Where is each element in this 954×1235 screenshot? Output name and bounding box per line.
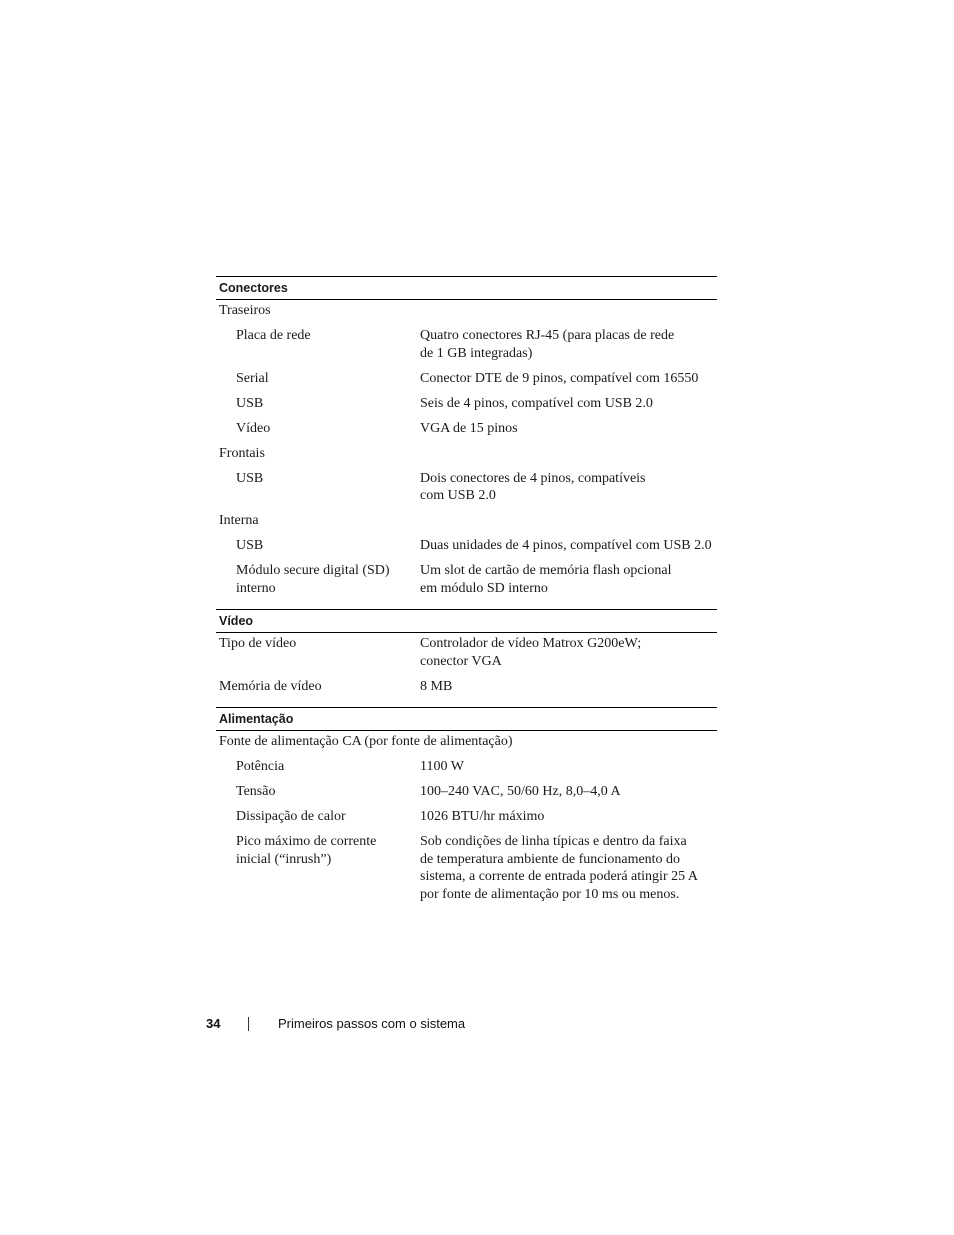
spec-label: Vídeo <box>236 420 271 436</box>
spec-value: Controlador de vídeo Matrox G200eW; conector VGA <box>420 636 642 669</box>
spec-value: 1026 BTU/hr máximo <box>420 809 545 824</box>
spec-row <box>216 783 717 801</box>
spec-value <box>420 445 717 463</box>
footer-title: Primeiros passos com o sistema <box>278 1016 466 1031</box>
spec-row <box>216 445 717 463</box>
spec-row <box>216 512 717 530</box>
spec-row <box>216 808 717 826</box>
spec-label: Placa de rede <box>236 328 311 343</box>
spec-label: USB <box>236 538 264 553</box>
spec-value: 8 MB <box>420 678 453 694</box>
spec-label: Interna <box>219 513 259 528</box>
spec-row <box>216 833 717 903</box>
spec-label: USB <box>236 395 264 411</box>
spec-row <box>216 635 717 670</box>
spec-row <box>216 395 717 413</box>
spec-label: Fonte de alimentação CA (por fonte de alimentação) <box>219 734 513 749</box>
spec-label: Tensão <box>236 784 276 799</box>
spec-label: Pico máximo de corrente inicial (“inrush”) <box>236 834 377 867</box>
spec-row <box>216 420 717 438</box>
spec-value: VGA de 15 pinos <box>420 420 518 436</box>
page-number: 34 <box>206 1016 221 1031</box>
spec-value: Duas unidades de 4 pinos, compatível com USB 2.0 <box>420 538 712 553</box>
spec-label: Potência <box>236 759 285 774</box>
spec-row <box>216 678 717 696</box>
spec-value <box>420 302 717 320</box>
spec-table <box>216 276 717 915</box>
spec-value: Sob condições de linha típicas e dentro da faixa de temperatura ambiente de funcionamento do sistema, a corrente de entrada poderá atingir 25 A por fonte de alimentação por 10 ms ou menos. <box>420 834 698 902</box>
spec-label: Memória de vídeo <box>219 678 322 694</box>
section-body <box>216 635 717 707</box>
section-heading: Alimentação <box>216 707 717 731</box>
spec-label: Tipo de vídeo <box>219 636 297 651</box>
spec-row <box>216 370 717 388</box>
spec-value: Quatro conectores RJ-45 (para placas de rede de 1 GB integradas) <box>420 328 675 361</box>
spec-value: Dois conectores de 4 pinos, compatíveis com USB 2.0 <box>420 470 646 503</box>
spec-value: 1100 W <box>420 759 464 774</box>
spec-value: 100–240 VAC, 50/60 Hz, 8,0–4,0 A <box>420 784 621 799</box>
spec-row <box>216 758 717 776</box>
footer-separator <box>248 1017 249 1031</box>
spec-label: Frontais <box>219 445 265 461</box>
spec-value: Conector DTE de 9 pinos, compatível com 16550 <box>420 370 699 386</box>
spec-row <box>216 562 717 597</box>
spec-row <box>216 537 717 555</box>
spec-label: USB <box>236 470 264 486</box>
section-heading: Vídeo <box>216 609 717 633</box>
spec-row <box>216 470 717 505</box>
spec-value: Seis de 4 pinos, compatível com USB 2.0 <box>420 395 653 411</box>
section-heading: Conectores <box>216 276 717 300</box>
spec-label: Módulo secure digital (SD) interno <box>236 563 390 596</box>
spec-value: Um slot de cartão de memória flash opcional em módulo SD interno <box>420 563 672 596</box>
spec-label: Dissipação de calor <box>236 809 346 824</box>
spec-row <box>216 327 717 362</box>
spec-row <box>216 733 717 751</box>
section-body <box>216 733 717 915</box>
spec-label: Traseiros <box>219 303 271 318</box>
spec-label: Serial <box>236 370 269 386</box>
spec-value <box>420 512 717 530</box>
section-body <box>216 302 717 609</box>
spec-row <box>216 302 717 320</box>
